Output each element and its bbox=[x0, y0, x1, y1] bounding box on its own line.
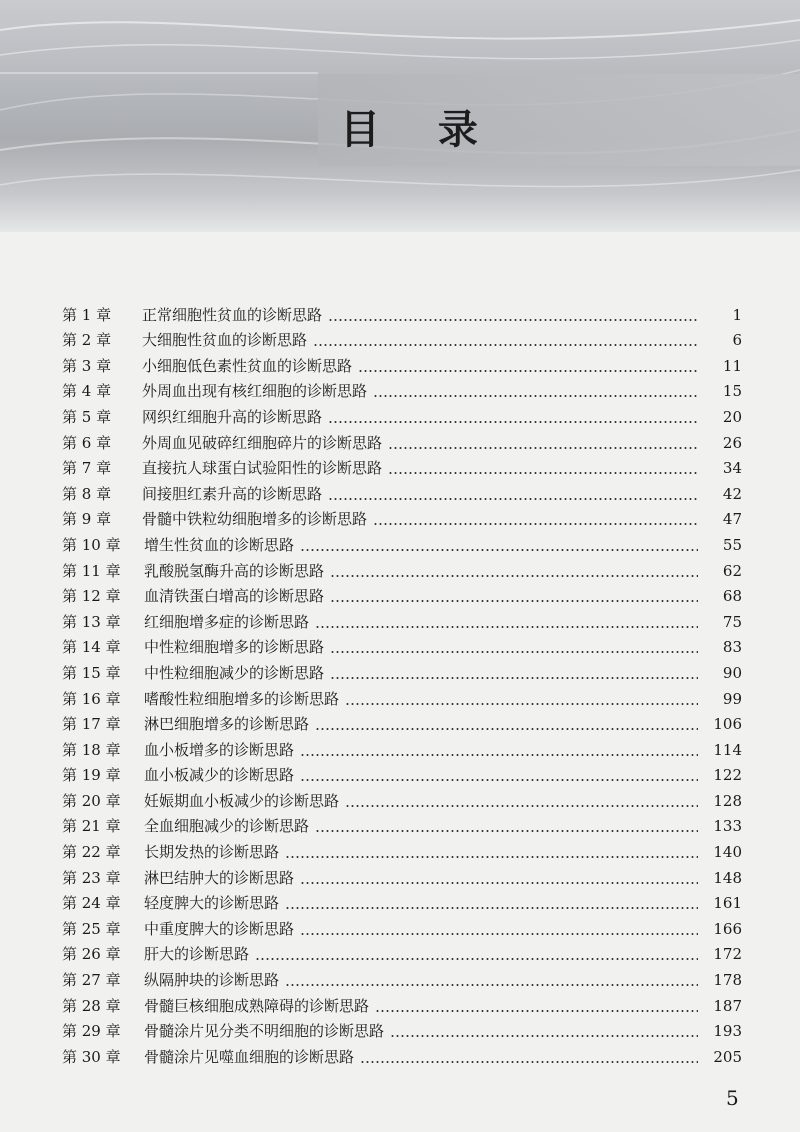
toc-leader-dots bbox=[373, 395, 698, 397]
toc-page-number: 140 bbox=[713, 843, 742, 862]
toc-chapter-number: 第 5 章 bbox=[62, 407, 112, 426]
toc-chapter-title: 全血细胞减少的诊断思路 bbox=[144, 817, 310, 836]
toc-chapter-number: 第 16 章 bbox=[62, 689, 121, 708]
toc-entry[interactable] bbox=[62, 913, 742, 939]
toc-page-number: 161 bbox=[713, 894, 742, 913]
toc-chapter-title: 淋巴结肿大的诊断思路 bbox=[144, 868, 295, 887]
toc-chapter-number: 第 22 章 bbox=[62, 843, 121, 862]
toc-chapter-number: 第 4 章 bbox=[62, 382, 112, 401]
toc-entry[interactable] bbox=[62, 478, 742, 504]
toc-leader-dots bbox=[300, 933, 698, 935]
toc-entry[interactable] bbox=[62, 401, 742, 427]
toc-chapter-number: 第 12 章 bbox=[62, 587, 121, 606]
toc-entry[interactable] bbox=[62, 632, 742, 658]
toc-entry[interactable] bbox=[62, 299, 742, 325]
toc-chapter-title: 网织红细胞升高的诊断思路 bbox=[142, 407, 323, 426]
toc-page-number: 20 bbox=[722, 407, 742, 426]
toc-page-number: 15 bbox=[722, 382, 742, 401]
toc-page-number: 68 bbox=[722, 587, 742, 606]
toc-entry[interactable] bbox=[62, 836, 742, 862]
toc-leader-dots bbox=[300, 754, 698, 756]
toc-leader-dots bbox=[330, 600, 698, 602]
toc-page-number: 26 bbox=[722, 433, 742, 452]
toc-chapter-title: 长期发热的诊断思路 bbox=[144, 843, 280, 862]
toc-page-number: 47 bbox=[722, 510, 742, 529]
toc-entry[interactable] bbox=[62, 888, 742, 914]
toc-chapter-number: 第 9 章 bbox=[62, 510, 112, 529]
toc-leader-dots bbox=[285, 984, 698, 986]
toc-leader-dots bbox=[328, 421, 698, 423]
toc-page-number: 1 bbox=[732, 305, 742, 324]
toc-leader-dots bbox=[373, 523, 698, 525]
toc-page-number: 34 bbox=[722, 459, 742, 478]
toc-chapter-title: 正常细胞性贫血的诊断思路 bbox=[142, 305, 323, 324]
toc-chapter-number: 第 13 章 bbox=[62, 612, 121, 631]
toc-leader-dots bbox=[345, 703, 698, 705]
toc-chapter-title: 增生性贫血的诊断思路 bbox=[144, 535, 295, 554]
toc-page-number: 172 bbox=[713, 945, 742, 964]
toc-page-number: 99 bbox=[722, 689, 742, 708]
toc-entry[interactable] bbox=[62, 1041, 742, 1067]
toc-entry[interactable] bbox=[62, 606, 742, 632]
toc-leader-dots bbox=[390, 1035, 698, 1037]
toc-leader-dots bbox=[330, 575, 698, 577]
toc-chapter-title: 淋巴细胞增多的诊断思路 bbox=[144, 715, 310, 734]
toc-page-number: 133 bbox=[713, 817, 742, 836]
toc-leader-dots bbox=[375, 1010, 698, 1012]
toc-page-number: 55 bbox=[722, 535, 742, 554]
toc-leader-dots bbox=[388, 447, 698, 449]
toc-chapter-number: 第 15 章 bbox=[62, 663, 121, 682]
toc-chapter-title: 中性粒细胞减少的诊断思路 bbox=[144, 663, 325, 682]
toc-entry[interactable] bbox=[62, 785, 742, 811]
toc-chapter-number: 第 20 章 bbox=[62, 791, 121, 810]
toc-chapter-number: 第 24 章 bbox=[62, 894, 121, 913]
toc-chapter-number: 第 3 章 bbox=[62, 356, 112, 375]
toc-leader-dots bbox=[388, 472, 698, 474]
toc-page-number: 6 bbox=[732, 331, 742, 350]
toc-leader-dots bbox=[285, 856, 698, 858]
toc-chapter-title: 间接胆红素升高的诊断思路 bbox=[142, 484, 323, 503]
toc-chapter-title: 外周血见破碎红细胞碎片的诊断思路 bbox=[142, 433, 383, 452]
toc-entry[interactable] bbox=[62, 811, 742, 837]
toc-leader-dots bbox=[360, 1061, 698, 1063]
toc-chapter-number: 第 21 章 bbox=[62, 817, 121, 836]
toc-chapter-title: 血小板减少的诊断思路 bbox=[144, 766, 295, 785]
toc-leader-dots bbox=[285, 907, 698, 909]
toc-page-number: 11 bbox=[722, 356, 742, 375]
toc-page-number: 114 bbox=[713, 740, 742, 759]
toc-page-number: 42 bbox=[722, 484, 742, 503]
toc-leader-dots bbox=[330, 677, 698, 679]
toc-chapter-number: 第 30 章 bbox=[62, 1047, 121, 1066]
toc-chapter-number: 第 1 章 bbox=[62, 305, 112, 324]
toc-chapter-number: 第 6 章 bbox=[62, 433, 112, 452]
toc-entry[interactable] bbox=[62, 453, 742, 479]
toc-entry[interactable] bbox=[62, 734, 742, 760]
toc-chapter-number: 第 25 章 bbox=[62, 919, 121, 938]
toc-entry[interactable] bbox=[62, 529, 742, 555]
toc-entry[interactable] bbox=[62, 325, 742, 351]
toc-chapter-title: 骨髓涂片见噬血细胞的诊断思路 bbox=[144, 1047, 355, 1066]
toc-page-number: 122 bbox=[713, 766, 742, 785]
toc-chapter-title: 骨髓涂片见分类不明细胞的诊断思路 bbox=[144, 1022, 385, 1041]
toc-entry[interactable] bbox=[62, 657, 742, 683]
table-of-contents bbox=[62, 299, 742, 1067]
toc-chapter-title: 骨髓中铁粒幼细胞增多的诊断思路 bbox=[142, 510, 368, 529]
toc-page-number: 148 bbox=[713, 868, 742, 887]
toc-chapter-number: 第 19 章 bbox=[62, 766, 121, 785]
toc-leader-dots bbox=[315, 830, 698, 832]
toc-chapter-title: 大细胞性贫血的诊断思路 bbox=[142, 331, 308, 350]
toc-chapter-number: 第 27 章 bbox=[62, 971, 121, 990]
toc-chapter-title: 红细胞增多症的诊断思路 bbox=[144, 612, 310, 631]
toc-chapter-number: 第 28 章 bbox=[62, 996, 121, 1015]
toc-entry[interactable] bbox=[62, 709, 742, 735]
toc-chapter-title: 直接抗人球蛋白试验阳性的诊断思路 bbox=[142, 459, 383, 478]
toc-entry[interactable] bbox=[62, 760, 742, 786]
toc-entry[interactable] bbox=[62, 427, 742, 453]
toc-chapter-title: 中性粒细胞增多的诊断思路 bbox=[144, 638, 325, 657]
toc-chapter-title: 纵隔肿块的诊断思路 bbox=[144, 971, 280, 990]
toc-chapter-number: 第 2 章 bbox=[62, 331, 112, 350]
toc-entry[interactable] bbox=[62, 581, 742, 607]
toc-entry[interactable] bbox=[62, 504, 742, 530]
toc-chapter-title: 骨髓巨核细胞成熟障碍的诊断思路 bbox=[144, 996, 370, 1015]
toc-chapter-number: 第 8 章 bbox=[62, 484, 112, 503]
toc-page-number: 193 bbox=[713, 1022, 742, 1041]
toc-entry[interactable] bbox=[62, 990, 742, 1016]
toc-chapter-title: 外周血出现有核红细胞的诊断思路 bbox=[142, 382, 368, 401]
toc-chapter-title: 小细胞低色素性贫血的诊断思路 bbox=[142, 356, 353, 375]
toc-page-number: 83 bbox=[722, 638, 742, 657]
toc-chapter-number: 第 17 章 bbox=[62, 715, 121, 734]
toc-chapter-number: 第 18 章 bbox=[62, 740, 121, 759]
toc-chapter-number: 第 26 章 bbox=[62, 945, 121, 964]
toc-page-number: 205 bbox=[713, 1047, 742, 1066]
toc-page-number: 178 bbox=[713, 971, 742, 990]
toc-entry[interactable] bbox=[62, 376, 742, 402]
toc-chapter-title: 血小板增多的诊断思路 bbox=[144, 740, 295, 759]
toc-chapter-number: 第 23 章 bbox=[62, 868, 121, 887]
toc-entry[interactable] bbox=[62, 862, 742, 888]
toc-leader-dots bbox=[358, 370, 698, 372]
header-banner bbox=[0, 0, 800, 232]
toc-entry[interactable] bbox=[62, 683, 742, 709]
toc-page-number: 62 bbox=[722, 561, 742, 580]
toc-chapter-title: 中重度脾大的诊断思路 bbox=[144, 919, 295, 938]
toc-leader-dots bbox=[300, 549, 698, 551]
toc-leader-dots bbox=[300, 779, 698, 781]
toc-entry[interactable] bbox=[62, 964, 742, 990]
toc-chapter-number: 第 29 章 bbox=[62, 1022, 121, 1041]
toc-page-number: 187 bbox=[713, 996, 742, 1015]
toc-entry[interactable] bbox=[62, 939, 742, 965]
toc-page-number: 90 bbox=[722, 663, 742, 682]
toc-page-number: 75 bbox=[722, 612, 742, 631]
toc-chapter-title: 乳酸脱氢酶升高的诊断思路 bbox=[144, 561, 325, 580]
toc-leader-dots bbox=[313, 344, 698, 346]
toc-page-number: 166 bbox=[713, 919, 742, 938]
toc-chapter-title: 轻度脾大的诊断思路 bbox=[144, 894, 280, 913]
toc-chapter-title: 血清铁蛋白增高的诊断思路 bbox=[144, 587, 325, 606]
toc-leader-dots bbox=[328, 319, 698, 321]
toc-leader-dots bbox=[345, 805, 698, 807]
toc-chapter-title: 嗜酸性粒细胞增多的诊断思路 bbox=[144, 689, 340, 708]
toc-chapter-title: 肝大的诊断思路 bbox=[144, 945, 250, 964]
page-title: 目 录 bbox=[340, 107, 500, 153]
toc-leader-dots bbox=[255, 958, 698, 960]
toc-entry[interactable] bbox=[62, 555, 742, 581]
toc-entry[interactable] bbox=[62, 350, 742, 376]
toc-chapter-number: 第 14 章 bbox=[62, 638, 121, 657]
toc-page-number: 106 bbox=[713, 715, 742, 734]
toc-entry[interactable] bbox=[62, 1016, 742, 1042]
toc-chapter-title: 妊娠期血小板减少的诊断思路 bbox=[144, 791, 340, 810]
toc-chapter-number: 第 11 章 bbox=[62, 561, 121, 580]
toc-chapter-number: 第 10 章 bbox=[62, 535, 121, 554]
toc-leader-dots bbox=[315, 728, 698, 730]
toc-leader-dots bbox=[328, 498, 698, 500]
toc-chapter-number: 第 7 章 bbox=[62, 459, 112, 478]
toc-page-number: 128 bbox=[713, 791, 742, 810]
page-number: 5 bbox=[726, 1086, 739, 1110]
toc-leader-dots bbox=[315, 626, 698, 628]
toc-leader-dots bbox=[300, 882, 698, 884]
toc-leader-dots bbox=[330, 651, 698, 653]
